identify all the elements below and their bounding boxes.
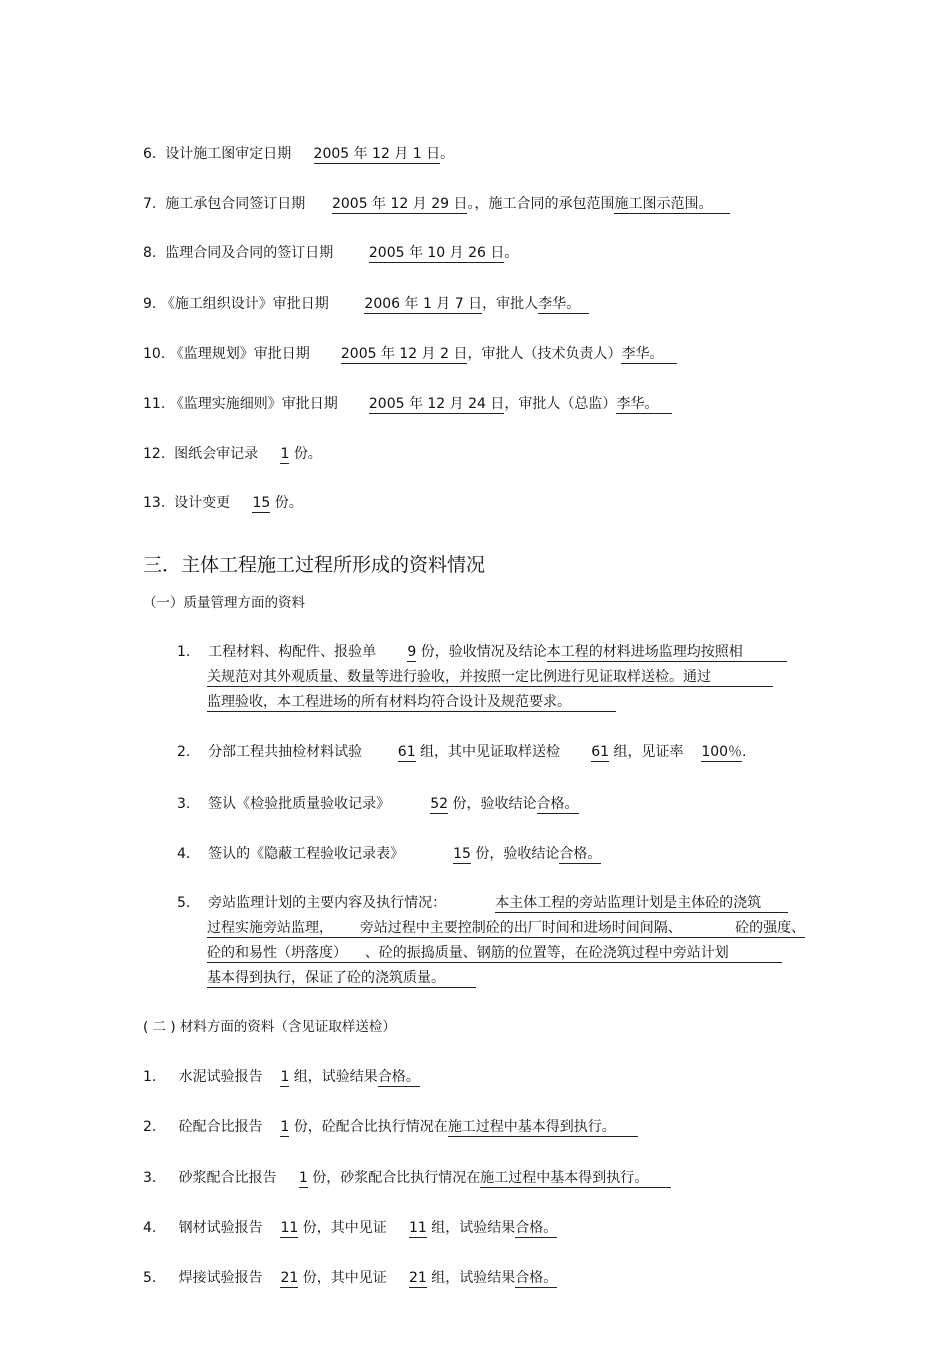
item-value: 2005 年 12 月 1 日 [313,146,441,162]
item-number: 3. [143,1170,157,1186]
item-9 [143,295,589,313]
item-label: 《施工组织设计》审批日期 [160,296,329,312]
subsection-title-quality: （一）质量管理方面的资料 [143,595,305,611]
item-value: 2005 年 12 月 29 日 [331,196,468,212]
item-label: 图纸会审记录 [174,446,259,462]
item-value: 1 [280,1069,290,1085]
item-6 [143,145,454,163]
item-number: 7. [143,196,157,212]
item-value: 2005 年 12 月 24 日 [368,396,505,412]
material-item-5 [143,1269,557,1287]
item-tail: 份，其中见证 [302,1220,387,1236]
quality-item-1-line-3 [207,693,616,711]
item-value-2: 合格。 [559,846,602,862]
item-number: 10. [143,346,166,362]
item-tail: 组，见证率 [613,744,684,760]
item-8 [143,244,518,262]
quality-item-5-line-4 [207,969,476,987]
item-value-text: 、砼的振捣质量、钢筋的位置等，在砼浇筑过程中旁站计划 [364,945,729,961]
item-number: 6. [143,146,157,162]
item-7 [143,195,730,213]
item-tail: ，审批人（总监） [504,396,617,412]
item-label: 《监理实施细则》审批日期 [169,396,338,412]
item-value-text: 监理验收，本工程进场的所有材料均符合设计及规范要求。 [207,694,571,710]
item-tail: 份。 [293,446,322,462]
material-item-2 [143,1118,638,1136]
item-label: 设计变更 [174,495,231,511]
item-label: 监理合同及合同的签订日期 [165,245,334,261]
item-number: 5. [177,895,191,911]
quality-item-1-line-2 [207,668,773,686]
item-value: 15 [453,846,471,862]
quality-item-5-line-3 [207,944,782,962]
item-value-text: 本工程的材料进场监理均按照相 [546,644,743,660]
item-label: 工程材料、构配件、报验单 [208,644,377,660]
item-number: 3. [177,796,191,812]
item-value: 61 [591,744,610,760]
item-value: 21 [280,1270,299,1286]
item-value-2: 合格。 [536,796,579,812]
item-label: 分部工程共抽检材料试验 [208,744,363,760]
item-number: 4. [177,846,191,862]
item-10 [143,345,677,363]
item-number: 2. [143,1119,157,1135]
item-value-2: 施工过程中基本得到执行。 [447,1119,616,1135]
item-value-2: 合格。 [515,1270,558,1286]
item-tail: 份，验收情况及结论 [420,644,547,660]
item-tail: 组，其中见证取样送检 [420,744,561,760]
item-number: 1. [143,1069,157,1085]
item-value: 1 [298,1170,308,1186]
item-label: 焊接试验报告 [178,1270,263,1286]
item-value-text: 本主体工程的旁站监理计划是主体砼的浇筑 [495,895,762,911]
item-number: 11. [143,396,166,412]
item-value: 1 [280,446,290,462]
material-item-4 [143,1219,557,1237]
item-label: 签认的《隐蔽工程验收记录表》 [208,846,405,862]
item-label: 砼配合比报告 [178,1119,263,1135]
underline-fill [571,694,616,712]
item-label: 钢材试验报告 [178,1220,263,1236]
subsection-title-materials: ( 二 ) 材料方面的资料（含见证取样送检） [143,1019,396,1035]
item-tail: 组，试验结果 [293,1069,378,1085]
item-value-2: 施工图示范围。 [614,196,713,212]
item-value-2: 合格。 [377,1069,420,1085]
underline-fill [743,644,788,662]
item-value: 15 [252,495,271,511]
section-title: 三．主体工程施工过程所形成的资料情况 [143,554,486,576]
item-tail: ，审批人 [482,296,539,312]
item-value-text: 砼的强度、 [735,920,806,936]
item-number: 13. [143,495,166,511]
item-tail: 。 [504,245,519,261]
item-value: 2005 年 10 月 26 日 [368,245,505,261]
item-11 [143,395,672,413]
item-value: 2005 年 12 月 2 日 [340,346,468,362]
item-value-2: 李华。 [621,346,664,362]
material-item-3 [143,1169,671,1187]
item-tail: 。，施工合同的承包范围 [467,196,615,212]
item-value: 1 [280,1119,290,1135]
material-item-1 [143,1068,420,1086]
item-tail: 组，试验结果 [431,1270,516,1286]
item-label: 签认《检验批质量验收记录》 [208,796,391,812]
underline-fill [445,970,476,988]
item-value: 52 [430,796,449,812]
quality-item-3 [177,795,579,813]
item-number: 2. [177,744,191,760]
quality-item-1-line-1 [177,643,787,661]
underline-fill [711,669,773,687]
quality-item-2 [177,743,747,761]
quality-item-5-line-2 [207,919,805,937]
item-value-text: 旁站过程中主要控制砼的出厂时间和进场时间间隔、 [359,920,682,936]
quality-item-4 [177,845,601,863]
item-tail: 份，验收结论 [475,846,560,862]
underline-fill [658,396,671,414]
item-value-text: 关规范对其外观质量、数量等进行验收，并按照一定比例进行见证取样送检。通过 [207,669,711,685]
item-label: 《监理规划》审批日期 [169,346,310,362]
item-tail: . [742,744,747,760]
item-value: 11 [408,1220,427,1236]
item-value-text: 过程实施旁站监理， [207,920,333,936]
item-number: 12. [143,446,166,462]
item-value: 9 [407,644,417,660]
item-number: 1. [177,644,191,660]
underline-fill [729,945,782,963]
item-tail: 。 [440,146,455,162]
item-label: 水泥试验报告 [178,1069,263,1085]
item-value: 21 [408,1270,427,1286]
underline-fill [761,895,788,913]
quality-item-5-line-1 [177,894,788,912]
item-value-2: 施工过程中基本得到执行。 [480,1170,649,1186]
item-13 [143,494,303,512]
item-value: 100％ [701,744,743,760]
item-label: 旁站监理计划的主要内容及执行情况： [208,895,447,911]
item-label: 设计施工图审定日期 [165,146,292,162]
item-value: 61 [397,744,416,760]
item-number: 5. [143,1270,157,1286]
item-value-2: 李华。 [538,296,581,312]
item-number: 9. [143,296,157,312]
item-tail: 份。 [274,495,303,511]
item-value: 11 [280,1220,299,1236]
item-number: 8. [143,245,157,261]
item-value-2: 李华。 [616,396,659,412]
item-value-text: 砼的和易性（坍落度） [207,945,347,961]
item-tail: 份，砼配合比执行情况在 [293,1119,448,1135]
item-value-text: 基本得到执行，保证了砼的浇筑质量。 [207,970,445,986]
item-number: 4. [143,1220,157,1236]
underline-fill [580,296,589,314]
item-tail: 份，其中见证 [302,1270,387,1286]
item-tail: 份，验收结论 [452,796,537,812]
item-label: 砂浆配合比报告 [178,1170,277,1186]
item-12 [143,445,322,463]
item-value: 2006 年 1 月 7 日 [364,296,483,312]
item-tail: ，审批人（技术负责人） [467,346,622,362]
item-tail: 份，砂浆配合比执行情况在 [312,1170,481,1186]
underline-fill [663,346,676,364]
item-label: 施工承包合同签订日期 [165,196,306,212]
item-tail: 组，试验结果 [431,1220,516,1236]
item-value-2: 合格。 [515,1220,558,1236]
underline-fill [712,196,730,214]
